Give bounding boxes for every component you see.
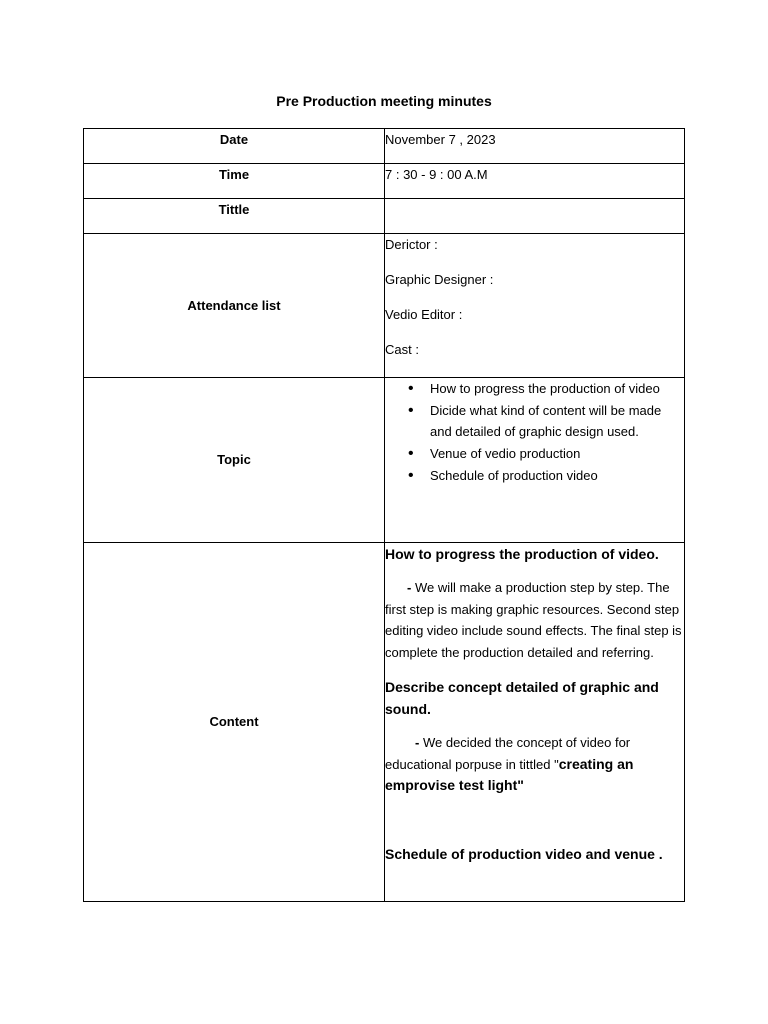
date-value: November 7 , 2023 (385, 129, 685, 164)
content-paragraph-steps (385, 577, 684, 664)
content-heading-concept: Describe concept detailed of graphic and sound. (385, 678, 659, 717)
content-cell (385, 543, 685, 902)
topic-item: • How to progress the production of video (385, 378, 684, 400)
topic-item: • Dicide what kind of content will be made and detailed of graphic design used. (385, 400, 684, 443)
table-row (84, 378, 685, 543)
content-label: Content (84, 543, 385, 902)
title-label: Tittle (84, 199, 385, 234)
attendance-list (385, 234, 685, 378)
dash-marker: - (407, 580, 412, 595)
content-heading-schedule: Schedule of production video and venue . (385, 845, 663, 862)
attendance-cast: Cast : (385, 342, 419, 357)
attendance-video-editor: Vedio Editor : (385, 307, 463, 322)
concept-title-bold: creating an emprovise test light" (385, 755, 634, 794)
steps-text: We will make a production step by step. The first step is making graphic resources. Second step editing video include sound effects. The final step is complete the production detailed and referring. (385, 580, 682, 661)
table-row (84, 234, 685, 378)
attendance-graphic-designer: Graphic Designer : (385, 272, 494, 287)
concept-text: We decided the concept of video for educational porpuse in tittled " (385, 734, 631, 772)
time-label: Time (84, 164, 385, 199)
topic-item: • Venue of vedio production (385, 443, 684, 465)
topic-item: • Schedule of production video (385, 465, 684, 487)
attendance-director: Derictor : (385, 237, 438, 252)
table-row (84, 543, 685, 902)
table-row (84, 164, 685, 199)
topic-list-cell (385, 378, 685, 543)
attendance-label: Attendance list (84, 234, 385, 378)
content-heading-progress: How to progress the production of video. (385, 546, 659, 562)
table-row (84, 199, 685, 234)
document-title: Pre Production meeting minutes (276, 93, 492, 109)
title-value (385, 199, 685, 234)
topic-label: Topic (84, 378, 385, 543)
topic-list (385, 378, 684, 487)
table-row (84, 129, 685, 164)
date-label: Date (84, 129, 385, 164)
time-value: 7 : 30 - 9 : 00 A.M (385, 164, 685, 199)
dash-marker: - (415, 734, 420, 750)
minutes-table (83, 128, 685, 902)
content-paragraph-concept (385, 732, 684, 797)
